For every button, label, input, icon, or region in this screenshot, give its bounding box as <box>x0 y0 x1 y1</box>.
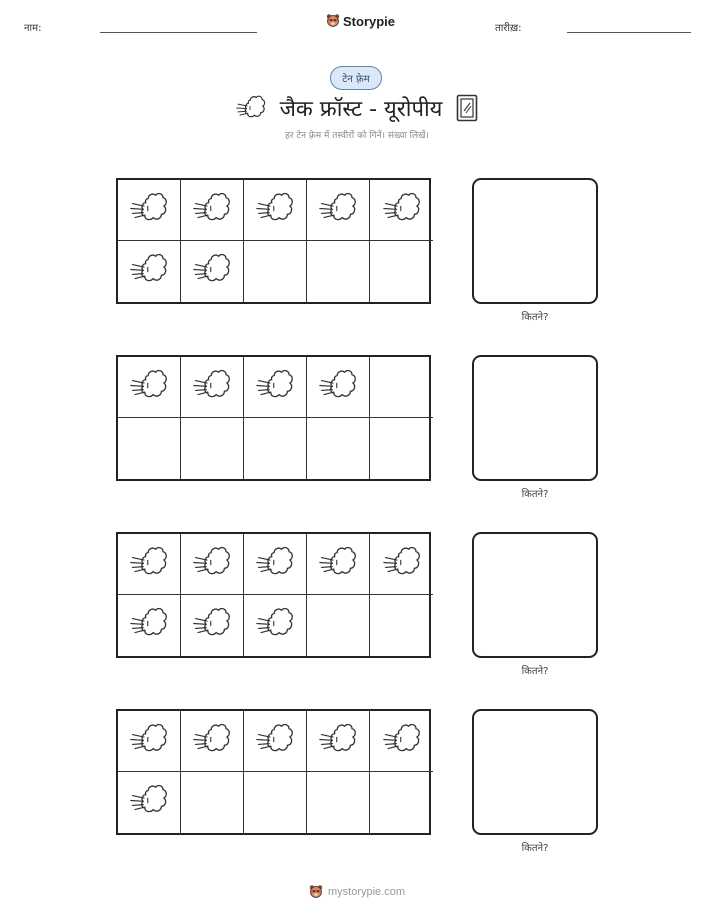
ten-frame-cell <box>181 180 244 241</box>
ten-frame-cell <box>244 357 307 418</box>
ten-frame-cell <box>244 711 307 772</box>
footer <box>0 884 714 900</box>
wind-cloud-icon <box>256 546 294 583</box>
worksheet-title: जैक फ्रॉस्ट - यूरोपीय <box>279 97 443 122</box>
wind-cloud-icon <box>236 95 266 121</box>
ten-frame-cell <box>307 180 370 241</box>
wind-cloud-icon <box>193 369 231 406</box>
ten-frame-cell <box>307 357 370 418</box>
ten-frame-cell <box>307 772 370 833</box>
ten-frame-cell <box>118 534 181 595</box>
ten-frame-cell <box>244 180 307 241</box>
wind-cloud-icon <box>193 192 231 229</box>
ten-frame-cell <box>118 418 181 479</box>
storypie-mascot-icon <box>309 884 323 900</box>
ten-frame-cell <box>181 711 244 772</box>
answer-box[interactable] <box>472 532 598 658</box>
answer-box[interactable] <box>472 355 598 481</box>
ten-frame-cell <box>307 595 370 656</box>
ten-frame <box>116 355 431 481</box>
ten-frame <box>116 532 431 658</box>
name-line[interactable] <box>100 32 257 33</box>
ten-frame-cell <box>307 534 370 595</box>
wind-cloud-icon <box>130 369 168 406</box>
wind-cloud-icon <box>193 253 231 290</box>
ten-frame-cell <box>244 595 307 656</box>
ten-frame-cell <box>244 241 307 302</box>
wind-cloud-icon <box>319 723 357 760</box>
ten-frame <box>116 178 431 304</box>
ten-frame-cell <box>118 180 181 241</box>
date-line[interactable] <box>567 32 691 33</box>
wind-cloud-icon <box>130 192 168 229</box>
wind-cloud-icon <box>130 253 168 290</box>
ten-frame-cell <box>181 772 244 833</box>
wind-cloud-icon <box>130 546 168 583</box>
wind-cloud-icon <box>193 607 231 644</box>
window-frost-icon <box>456 94 478 122</box>
ten-frame-cell <box>181 595 244 656</box>
ten-frame-cell <box>307 241 370 302</box>
ten-frame-cell <box>118 711 181 772</box>
wind-cloud-icon <box>193 546 231 583</box>
ten-frame-cell <box>370 357 433 418</box>
ten-frame-cell <box>181 418 244 479</box>
wind-cloud-icon <box>130 607 168 644</box>
ten-frame-cell <box>370 180 433 241</box>
storypie-mascot-icon <box>326 13 340 29</box>
wind-cloud-icon <box>130 723 168 760</box>
ten-frame-cell <box>181 534 244 595</box>
ten-frame-cell <box>181 241 244 302</box>
instructions: हर टेन फ़्रेम में तस्वीरों को गिनें। संख्या लिखें। <box>285 131 429 141</box>
answer-box[interactable] <box>472 709 598 835</box>
wind-cloud-icon <box>319 192 357 229</box>
ten-frame-cell <box>118 595 181 656</box>
ten-frame-cell <box>307 711 370 772</box>
answer-label: कितने? <box>521 489 549 500</box>
ten-frame-cell <box>244 418 307 479</box>
answer-label: कितने? <box>521 843 549 854</box>
wind-cloud-icon <box>383 192 421 229</box>
wind-cloud-icon <box>256 607 294 644</box>
wind-cloud-icon <box>193 723 231 760</box>
wind-cloud-icon <box>319 369 357 406</box>
ten-frame-cell <box>370 772 433 833</box>
date-label: तारीख़: <box>495 23 522 34</box>
answer-box[interactable] <box>472 178 598 304</box>
wind-cloud-icon <box>319 546 357 583</box>
wind-cloud-icon <box>256 192 294 229</box>
wind-cloud-icon <box>383 546 421 583</box>
ten-frame-cell <box>118 241 181 302</box>
ten-frame-cell <box>307 418 370 479</box>
ten-frame-cell <box>370 418 433 479</box>
brand-logo <box>326 13 395 29</box>
wind-cloud-icon <box>256 369 294 406</box>
answer-label: कितने? <box>521 666 549 677</box>
wind-cloud-icon <box>130 784 168 821</box>
answer-label: कितने? <box>521 312 549 323</box>
footer-url[interactable]: mystorypie.com <box>327 886 406 898</box>
ten-frame-cell <box>370 595 433 656</box>
ten-frame-cell <box>181 357 244 418</box>
ten-frame-cell <box>118 772 181 833</box>
ten-frame-cell <box>370 241 433 302</box>
name-label: नाम: <box>24 23 42 34</box>
brand-name: Storypie <box>343 13 396 29</box>
wind-cloud-icon <box>383 723 421 760</box>
ten-frame-cell <box>118 357 181 418</box>
ten-frame-cell <box>370 711 433 772</box>
topic-pill: टेन फ़्रेम <box>330 66 382 90</box>
ten-frame <box>116 709 431 835</box>
ten-frame-cell <box>370 534 433 595</box>
title-row <box>0 90 714 126</box>
ten-frame-cell <box>244 772 307 833</box>
ten-frame-cell <box>244 534 307 595</box>
wind-cloud-icon <box>256 723 294 760</box>
